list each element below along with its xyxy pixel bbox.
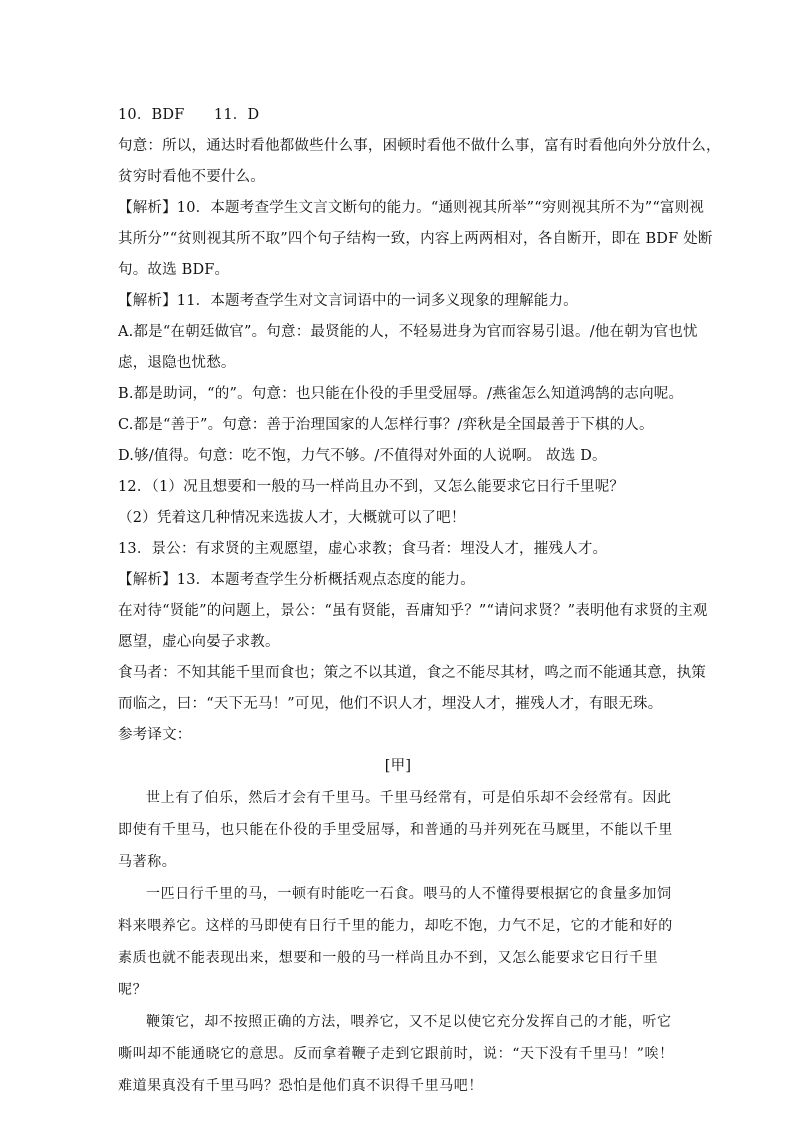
- translation-text: 叫却不能通晓它的意思。反而拿着鞭子走到它跟前时，说：“天下没有千里马！”唉！难道果: [118, 1046, 674, 1094]
- analysis-13: 【解析】13．本题考查学生分析概括观点态度的能力。: [118, 572, 475, 588]
- translation-text: 来喂养它。这样的马即使有日行千里的能力，却吃不饱，力气不足，它的才能和好的素质也: [118, 918, 673, 966]
- shima-analysis: 食马者：不知其能千里而食也；策之不以其道，食之不能尽其材，鸣之而不能通其意，执策: [118, 665, 706, 681]
- translation-text: 就不能表现出来，想要和一般的马一样尚且办不到，又怎么能要求它日行千里呢？: [118, 950, 659, 998]
- sentence-meaning-line: 句意：所以，通达时看他都做些什么事，困顿时看他不做什么事，富有时看他向外分放什么，: [118, 138, 721, 154]
- translation-text: 鞭策它，却不按照正确的方法，喂养它，又不足以使它充分发挥自己的才能，听它嘶: [118, 1014, 672, 1062]
- translation-text: 使有千里马，也只能在仆役的手里受屈辱，和普通的马并列死在马厩里，不能以千里马著称。: [118, 822, 673, 870]
- section-jia-heading: [甲]: [384, 758, 412, 774]
- answer-line-10-11: 10．BDF 11．D: [118, 107, 260, 123]
- option-d: D.够/值得。句意：吃不饱，力气不够。/不值得对外面的人说啊。 故选 D。: [118, 448, 607, 464]
- jinggong-analysis: 在对待“贤能”的问题上，景公：“虽有贤能，吾庸知乎？”“请问求贤？”表明他有求贤的主观: [118, 603, 708, 619]
- analysis-10: 其所分”“贫则视其所不取”四个句子结构一致，内容上两两相对，各自断开，即在 BDF 处断: [118, 231, 713, 247]
- option-a: A.都是“在朝廷做官”。句意：最贤能的人，不轻易进身为官而容易引退。/他在朝为官也忧: [118, 324, 698, 340]
- translation-paragraph-3: [118, 1006, 678, 1102]
- reference-translation-title: 参考译文：: [118, 727, 192, 743]
- analysis-10: 【解析】10．本题考查学生文言文断句的能力。“通则视其所举”“穷则视其所不为”“富则视: [118, 200, 705, 216]
- translation-text: 真没有千里马吗？恐怕是他们真不识得千里马吧！: [161, 1078, 484, 1094]
- analysis-10: 句。故选 BDF。: [118, 262, 230, 278]
- answer-13: 13．景公：有求贤的主观愿望，虚心求教；食马者：埋没人才，摧残人才。: [118, 541, 608, 557]
- translation-text: 一匹日行千里的马，一顿有时能吃一石食。喂马的人不懂得要根据它的食量多加饲料: [118, 886, 672, 934]
- option-a: 虑，退隐也忧愁。: [118, 355, 236, 371]
- option-c: C.都是“善于”。句意：善于治理国家的人怎样行事？/弈秋是全国最善于下棋的人。: [118, 417, 654, 433]
- sentence-meaning-line: 贫穷时看他不要什么。: [118, 169, 265, 185]
- analysis-11: 【解析】11．本题考查学生对文言词语中的一词多义现象的理解能力。: [118, 293, 578, 309]
- shima-analysis: 而临之，曰：“天下无马！”可见，他们不识人才，埋没人才，摧残人才，有眼无珠。: [118, 696, 663, 712]
- translation-paragraph-2: [118, 878, 678, 1006]
- document-content: [118, 100, 721, 1102]
- translation-paragraph-1: [118, 782, 678, 878]
- answer-12-1: 12．（1）况且想要和一般的马一样尚且办不到，又怎么能要求它日行千里呢？: [118, 479, 625, 495]
- translation-text: 世上有了伯乐，然后才会有千里马。千里马经常有，可是伯乐却不会经常有。因此即: [118, 790, 672, 838]
- option-b: B.都是助词，“的”。句意：也只能在仆役的手里受屈辱。/燕雀怎么知道鸿鹄的志向呢。: [118, 386, 684, 402]
- jinggong-analysis: 愿望，虚心向晏子求教。: [118, 634, 280, 650]
- answer-12-2: （2）凭着这几种情况来选拔人才，大概就可以了吧！: [118, 510, 466, 526]
